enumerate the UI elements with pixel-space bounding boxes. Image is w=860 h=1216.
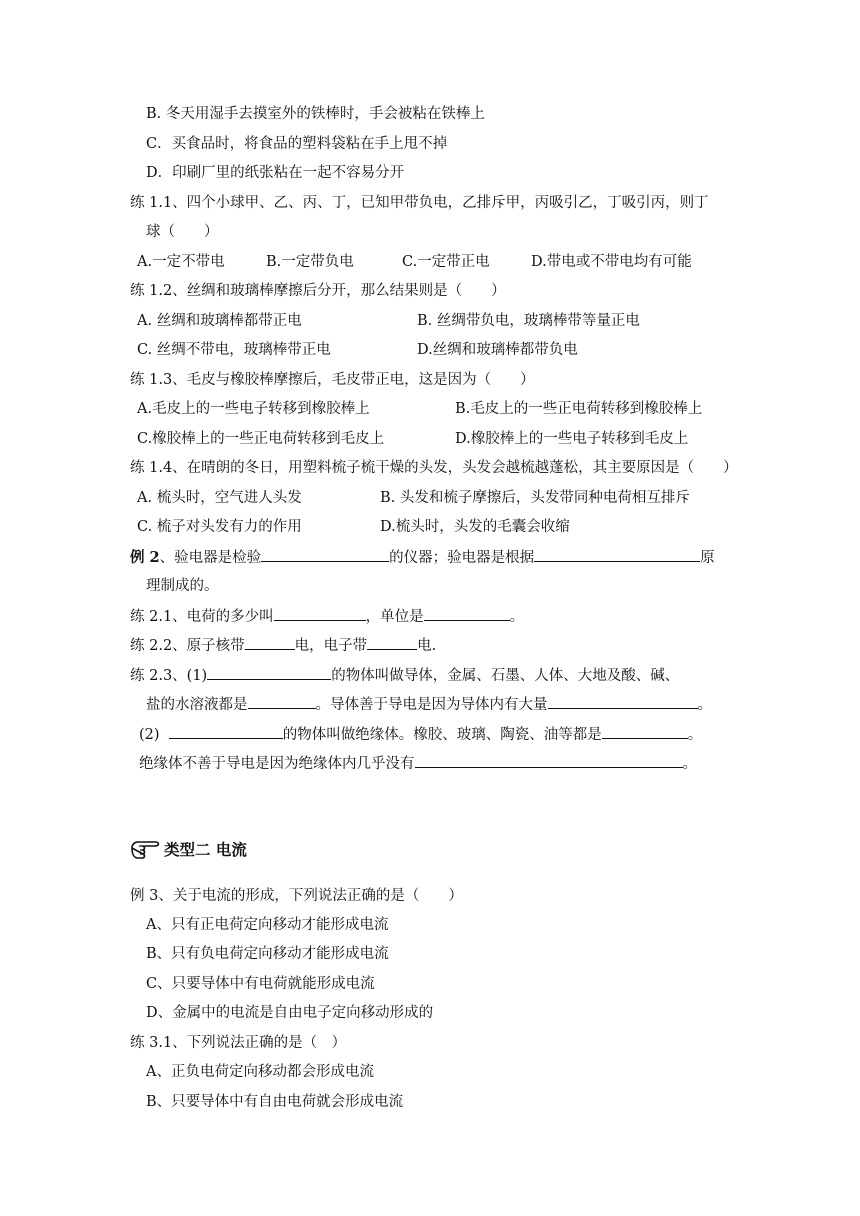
example-2-line1	[130, 547, 715, 568]
practice-2-3-blank3[interactable]	[548, 694, 698, 709]
practice-2-2-text3: 电.	[417, 638, 437, 654]
practice-1-3-stem: 练 1.3、毛皮与橡胶棒摩擦后，毛皮带正电，这是因为（ ）	[130, 372, 535, 388]
example-3-option-c: C、只要导体中有电荷就能形成电流	[146, 976, 375, 992]
practice-2-1-text1: 练 2.1、电荷的多少叫	[130, 609, 274, 625]
example-2-line2: 理制成的。	[146, 578, 219, 594]
practice-2-3-text8: 。	[687, 727, 703, 743]
practice-1-2-option-c: C. 丝绸不带电，玻璃棒带正电	[137, 342, 331, 358]
practice-1-4-option-b: B. 头发和梳子摩擦后，头发带同种电荷相互排斥	[380, 490, 690, 506]
practice-3-1-stem: 练 3.1、下列说法正确的是（ ）	[130, 1035, 347, 1051]
practice-1-3-option-a: A.毛皮上的一些电子转移到橡胶棒上	[137, 401, 370, 417]
practice-1-4-stem: 练 1.4、在晴朗的冬日，用塑料梳子梳干燥的头发，头发会越梳越蓬松，其主要原因是（ ）	[130, 460, 738, 476]
practice-2-3-blank6[interactable]	[415, 753, 683, 768]
practice-2-3-blank1[interactable]	[207, 665, 331, 680]
practice-2-3-line4	[139, 753, 697, 774]
practice-1-4-option-c: C. 梳子对头发有力的作用	[137, 519, 302, 535]
q1-option-d: D．印刷厂里的纸张粘在一起不容易分开	[146, 165, 405, 181]
practice-2-3-text9: 绝缘体不善于导电是因为绝缘体内几乎没有	[139, 756, 415, 772]
practice-2-1-blank2[interactable]	[424, 606, 510, 621]
practice-2-3-text2: 的物体叫做导体，金属、石墨、人体、大地及酸、碱、	[331, 668, 680, 684]
practice-2-1-text2: ，单位是	[365, 609, 424, 625]
example-2-blank2[interactable]	[534, 547, 700, 562]
example-3-option-b: B、只有负电荷定向移动才能形成电流	[146, 946, 389, 962]
practice-2-3-blank5[interactable]	[602, 724, 688, 739]
practice-2-3-text4: 。导体善于导电是因为导体内有大量	[315, 697, 548, 713]
practice-2-3-line3	[139, 724, 702, 745]
practice-1-1-option-d: D.带电或不带电均有可能	[531, 254, 692, 270]
example-3-option-a: A、只有正电荷定向移动才能形成电流	[146, 917, 389, 933]
practice-1-3-option-b: B.毛皮上的一些正电荷转移到橡胶棒上	[455, 401, 703, 417]
practice-1-4-option-a: A. 梳头时，空气进人头发	[137, 490, 302, 506]
practice-3-1-option-a: A、正负电荷定向移动都会形成电流	[146, 1064, 374, 1080]
practice-2-3-text5: 。	[697, 697, 712, 713]
practice-2-3-text10: 。	[682, 756, 697, 772]
practice-2-2	[130, 635, 436, 656]
practice-2-3-blank4[interactable]	[169, 724, 283, 739]
practice-2-2-blank1[interactable]	[245, 635, 295, 650]
practice-1-1-option-c: C.一定带正电	[402, 254, 490, 270]
example-2-blank1[interactable]	[261, 547, 389, 562]
practice-2-1-blank1[interactable]	[274, 606, 366, 621]
practice-1-2-option-a: A. 丝绸和玻璃棒都带正电	[137, 313, 302, 329]
practice-2-1-text3: 。	[509, 609, 525, 625]
practice-2-3-line1	[130, 665, 679, 686]
practice-1-1-option-b: B.一定带负电	[266, 254, 354, 270]
example-3-option-d: D、金属中的电流是自由电子定向移动形成的	[146, 1005, 434, 1021]
practice-1-2-option-b: B. 丝绸带负电，玻璃棒带等量正电	[417, 313, 640, 329]
q1-option-b: B. 冬天用湿手去摸室外的铁棒时，手会被粘在铁棒上	[146, 106, 485, 122]
practice-2-2-text1: 练 2.2、原子核带	[130, 638, 245, 654]
practice-1-2-option-d: D.丝绸和玻璃棒都带负电	[417, 342, 578, 358]
practice-1-4-option-d: D.梳头时，头发的毛囊会收缩	[380, 519, 570, 535]
example-2-text3: 原	[700, 550, 715, 566]
pointing-hand-icon	[130, 836, 164, 862]
practice-3-1-option-b: B、只要导体中有自由电荷就会形成电流	[146, 1094, 404, 1110]
practice-2-3-text3: 盐的水溶液都是	[146, 697, 248, 713]
practice-2-3-blank2[interactable]	[248, 694, 316, 709]
example-2-text2: 的仪器；验电器是根据	[389, 550, 535, 566]
practice-1-3-option-d: D.橡胶棒上的一些电子转移到毛皮上	[455, 431, 689, 447]
practice-1-2-stem: 练 1.2、丝绸和玻璃棒摩擦后分开，那么结果则是（ ）	[130, 283, 506, 299]
practice-2-3-line2	[146, 694, 712, 715]
practice-1-1-option-a: A.一定不带电	[137, 254, 225, 270]
practice-1-1-stem: 练 1.1、四个小球甲、乙、丙、丁，已知甲带负电，乙排斥甲，丙吸引乙，丁吸引丙，则丁	[130, 195, 709, 211]
practice-2-1	[130, 606, 524, 627]
example-2-label: 例 2	[130, 549, 160, 566]
practice-1-1-stem-cont: 球（ ）	[146, 224, 219, 240]
practice-2-2-text2: 电，电子带	[294, 638, 368, 654]
practice-2-2-blank2[interactable]	[367, 635, 417, 650]
example-3-stem: 例 3、关于电流的形成，下列说法正确的是（ ）	[130, 888, 463, 904]
section-heading: 类型二 电流	[164, 841, 247, 859]
example-2-text1: 、验电器是检验	[159, 550, 262, 566]
practice-2-3-text1: 练 2.3、(1)	[130, 668, 208, 684]
practice-2-3-text7: 的物体叫做绝缘体。橡胶、玻璃、陶瓷、油等都是	[282, 727, 602, 743]
practice-1-3-option-c: C.橡胶棒上的一些正电荷转移到毛皮上	[137, 431, 385, 447]
q1-option-c: C．买食品时，将食品的塑料袋粘在手上甩不掉	[146, 136, 448, 152]
practice-2-3-text6: (2)	[139, 727, 160, 743]
